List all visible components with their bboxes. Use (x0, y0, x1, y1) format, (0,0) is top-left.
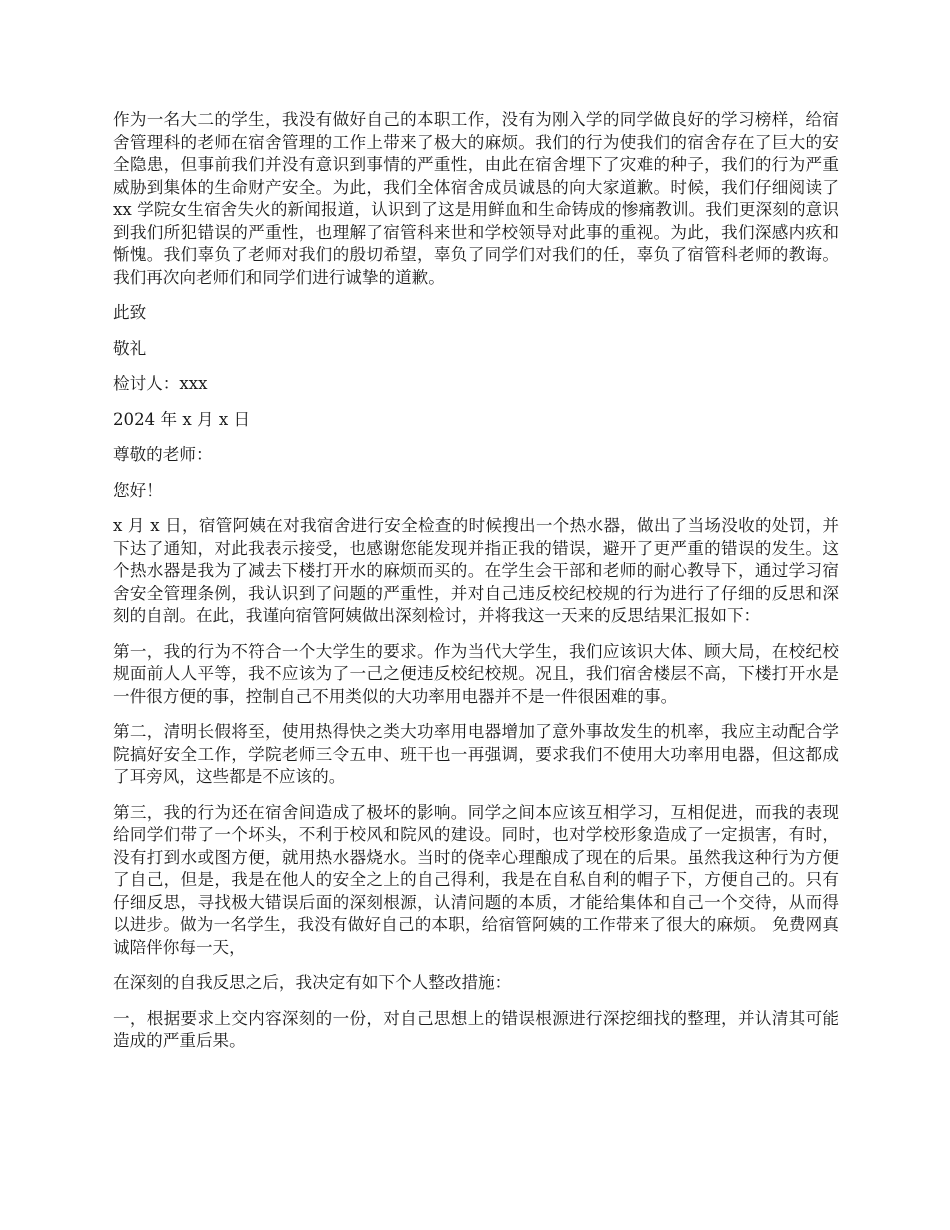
greeting-line: 尊敬的老师： (113, 445, 213, 464)
paragraph-measure-one: 一，根据要求上交内容深刻的一份，对自己思想上的错误根源进行深挖细找的整理，并认清其可能造成的严重后果。 (113, 1008, 839, 1050)
paragraph-point-one: 第一，我的行为不符合一个大学生的要求。作为当代大学生，我们应该识大体、顾大局，在校纪校规面前人人平等，我不应该为了一己之便违反校纪校规。况且，我们宿舍楼层不高，下楼打开水是一件很方便的事，控制自己不用类似的大功率用电器并不是一件很困难的事。 (113, 641, 839, 706)
hello-line: 您好！ (113, 480, 163, 500)
paragraph-incident: x 月 x 日，宿管阿姨在对我宿舍进行安全检查的时候搜出一个热水器，做出了当场没收的处罚，并下达了通知，对此我表示接受，也感谢您能发现并指正我的错误，避开了更严重的错误的发生。这个热水器是我为了减去下楼打开水的麻烦而买的。在学生会干部和老师的耐心教导下，通过学习宿舍安全管理条例，我认识到了问题的严重性，并对自己违反校纪校规的行为进行了仔细的反思和深刻的自剖。在此，我谨向宿管阿姨做出深刻检讨，并将我这一天来的反思结果汇报如下： (113, 516, 839, 625)
signature-line: 检讨人：xxx (113, 374, 208, 393)
paragraph-point-two: 第二，清明长假将至，使用热得快之类大功率用电器增加了意外事故发生的机率，我应主动配合学院搞好安全工作，学院老师三令五申、班干也一再强调，要求我们不使用大功率用电器，但这都成了耳旁风，这些都是不应该的。 (113, 722, 839, 786)
paragraph-point-three: 第三，我的行为还在宿舍间造成了极坏的影响。同学之间本应该互相学习，互相促进，而我的表现给同学们带了一个坏头，不利于校风和院风的建设。同时，也对学校形象造成了一定损害，有时，没有打到水或图方便，就用热水器烧水。当时的侥幸心理酿成了现在的后果。虽然我这种行为方便了自己，但是，我是在他人的安全之上的自己得利，我是在自私自利的帽子下，方便自己的。只有仔细反思，寻找极大错误后面的深刻根源，认清问题的本质，才能给集体和自己一个交待，从而得以进步。做为一名学生，我没有做好自己的本职，给宿管阿姨的工作带来了很大的麻烦。 免费网真诚陪伴你每一天， (113, 802, 839, 957)
paragraph-apology: 作为一名大二的学生，我没有做好自己的本职工作，没有为刚入学的同学做良好的学习榜样，给宿舍管理科的老师在宿舍管理的工作上带来了极大的麻烦。我们的行为使我们的宿舍存在了巨大的安全隐患，但事前我们并没有意识到事情的严重性，由此在宿舍埋下了灾难的种子，我们的行为严重威胁到集体的生命财产安全。为此，我们全体宿舍成员诚恳的向大家道歉。时候，我们仔细阅读了 xx 学院女生宿舍失火的新闻报道，认识到了这是用鲜血和生命铸成的惨痛教训。我们更深刻的意识到我们所犯错误的严重性，也理解了宿管科来世和学校领导对此事的重视。为此，我们深感内疚和惭愧。我们辜负了老师对我们的殷切希望，辜负了同学们对我们的任，辜负了宿管科老师的教诲。我们再次向老师们和同学们进行诚挚的道歉。 (113, 110, 839, 287)
closing-regards: 敬礼 (113, 338, 147, 358)
paragraph-measures-intro: 在深刻的自我反思之后，我决定有如下个人整改措施： (113, 973, 512, 992)
date-line: 2024 年 x 月 x 日 (113, 409, 251, 429)
document-body (113, 109, 839, 1066)
closing-salutation: 此致 (113, 303, 147, 322)
